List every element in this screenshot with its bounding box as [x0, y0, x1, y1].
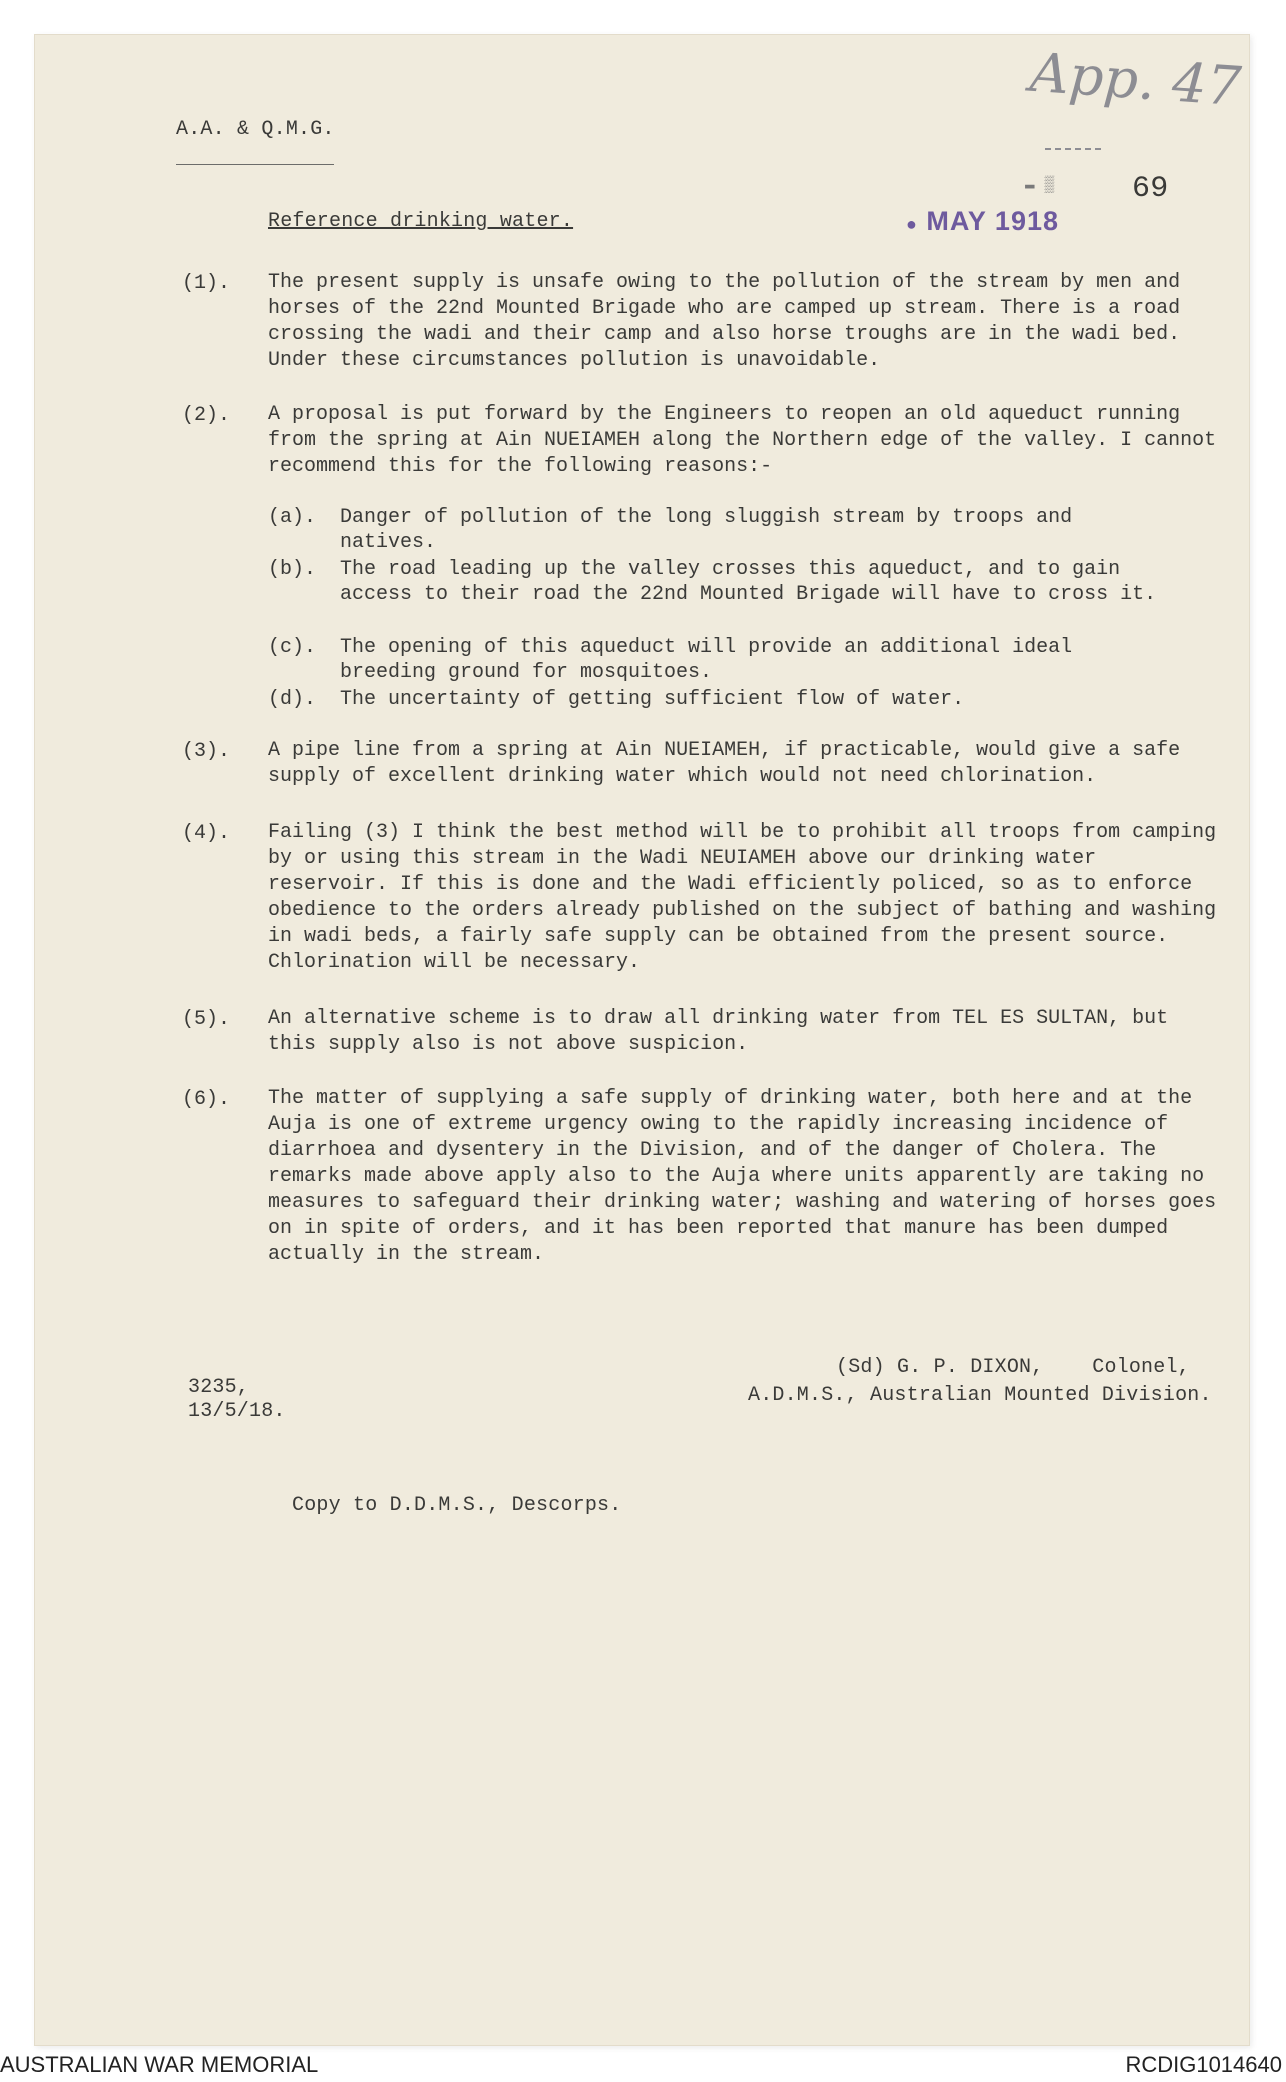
stamp-mark: ▬ ▒: [1025, 176, 1055, 194]
signature-line-1: (Sd) G. P. DIXON, Colonel,: [836, 1356, 1190, 1379]
paragraph-text: The present supply is unsafe owing to the pollution of the stream by men and horses of the 22nd Mounted Brigade who are camped up stream. There is a road crossing the wadi and their camp and also horse troughs are in the wadi bed. Under these circumstances pollution is unavoidable.: [268, 271, 1181, 372]
stamp-dot: ●: [906, 214, 918, 234]
reason-label: (b).: [268, 558, 317, 581]
paragraph-text: A pipe line from a spring at Ain NUEIAMEH, if practicable, would give a safe supply of excellent drinking water which would not need chlorination.: [268, 739, 1181, 788]
paragraph-number: (1).: [182, 272, 231, 295]
reason-label: (d).: [268, 688, 317, 711]
reason-label: (c).: [268, 636, 317, 659]
paragraph-number: (3).: [182, 740, 231, 763]
folio-number: 69: [1132, 172, 1169, 206]
reason-label: (a).: [268, 506, 317, 529]
reason-text: The road leading up the valley crosses this aqueduct, and to gain access to their road the 22nd Mounted Brigade will have to cross it.: [340, 558, 1157, 606]
date-stamp-text: MAY 1918: [926, 206, 1059, 236]
date-stamp: [906, 206, 1059, 237]
annotation-dashes: [1045, 148, 1101, 150]
paragraph-number: (5).: [182, 1008, 231, 1031]
reference-number: 3235,: [188, 1376, 250, 1399]
paragraph-text: Failing (3) I think the best method will be to prohibit all troops from camping by or using this stream in the Wadi NEUIAMEH above our drinking water reservoir. If this is done and the Wadi efficiently policed, so as to enforce obedience to the orders already published on the subject of bathing and washing in wadi beds, a fairly safe supply can be obtained from the present source. Chlorination will be necessary.: [268, 821, 1217, 974]
handwritten-annotation: App. 47: [1028, 40, 1244, 119]
paragraph-text: The matter of supplying a safe supply of drinking water, both here and at the Auja is one of extreme urgency owing to the rapidly increasing incidence of diarrhoea and dysentery in the Division, and of the danger of Cholera. The remarks made above apply also to the Auja where units apparently are taking no measures to safeguard their drinking water; washing and watering of horses goes on in spite of orders, and it has been reported that manure has been dumped actually in the stream.: [268, 1087, 1217, 1266]
paragraph-number: (2).: [182, 404, 231, 427]
copy-to: Copy to D.D.M.S., Descorps.: [292, 1494, 622, 1517]
paragraph-number: (4).: [182, 822, 231, 845]
footer-archive-name: AUSTRALIAN WAR MEMORIAL: [0, 2052, 319, 2077]
reason-text: The uncertainty of getting sufficient flow of water.: [340, 688, 965, 711]
signature-line-2: A.D.M.S., Australian Mounted Division.: [748, 1384, 1212, 1407]
addressee-underline: [176, 164, 334, 165]
subject-line: Reference drinking water.: [268, 210, 574, 233]
addressee: A.A. & Q.M.G.: [176, 118, 335, 141]
footer-record-id: RCDIG1014640: [1125, 2052, 1282, 2077]
reason-text: Danger of pollution of the long sluggish stream by troops and natives.: [340, 506, 1073, 554]
reason-text: The opening of this aqueduct will provide an additional ideal breeding ground for mosquitoes.: [340, 636, 1073, 684]
paragraph-number: (6).: [182, 1088, 231, 1111]
paragraph-text: An alternative scheme is to draw all drinking water from TEL ES SULTAN, but this supply also is not above suspicion.: [268, 1007, 1169, 1056]
reference-date: 13/5/18.: [188, 1400, 286, 1423]
paragraph-text: A proposal is put forward by the Engineers to reopen an old aqueduct running from the spring at Ain NUEIAMEH along the Northern edge of the valley. I cannot recommend this for the following reasons:-: [268, 403, 1217, 478]
